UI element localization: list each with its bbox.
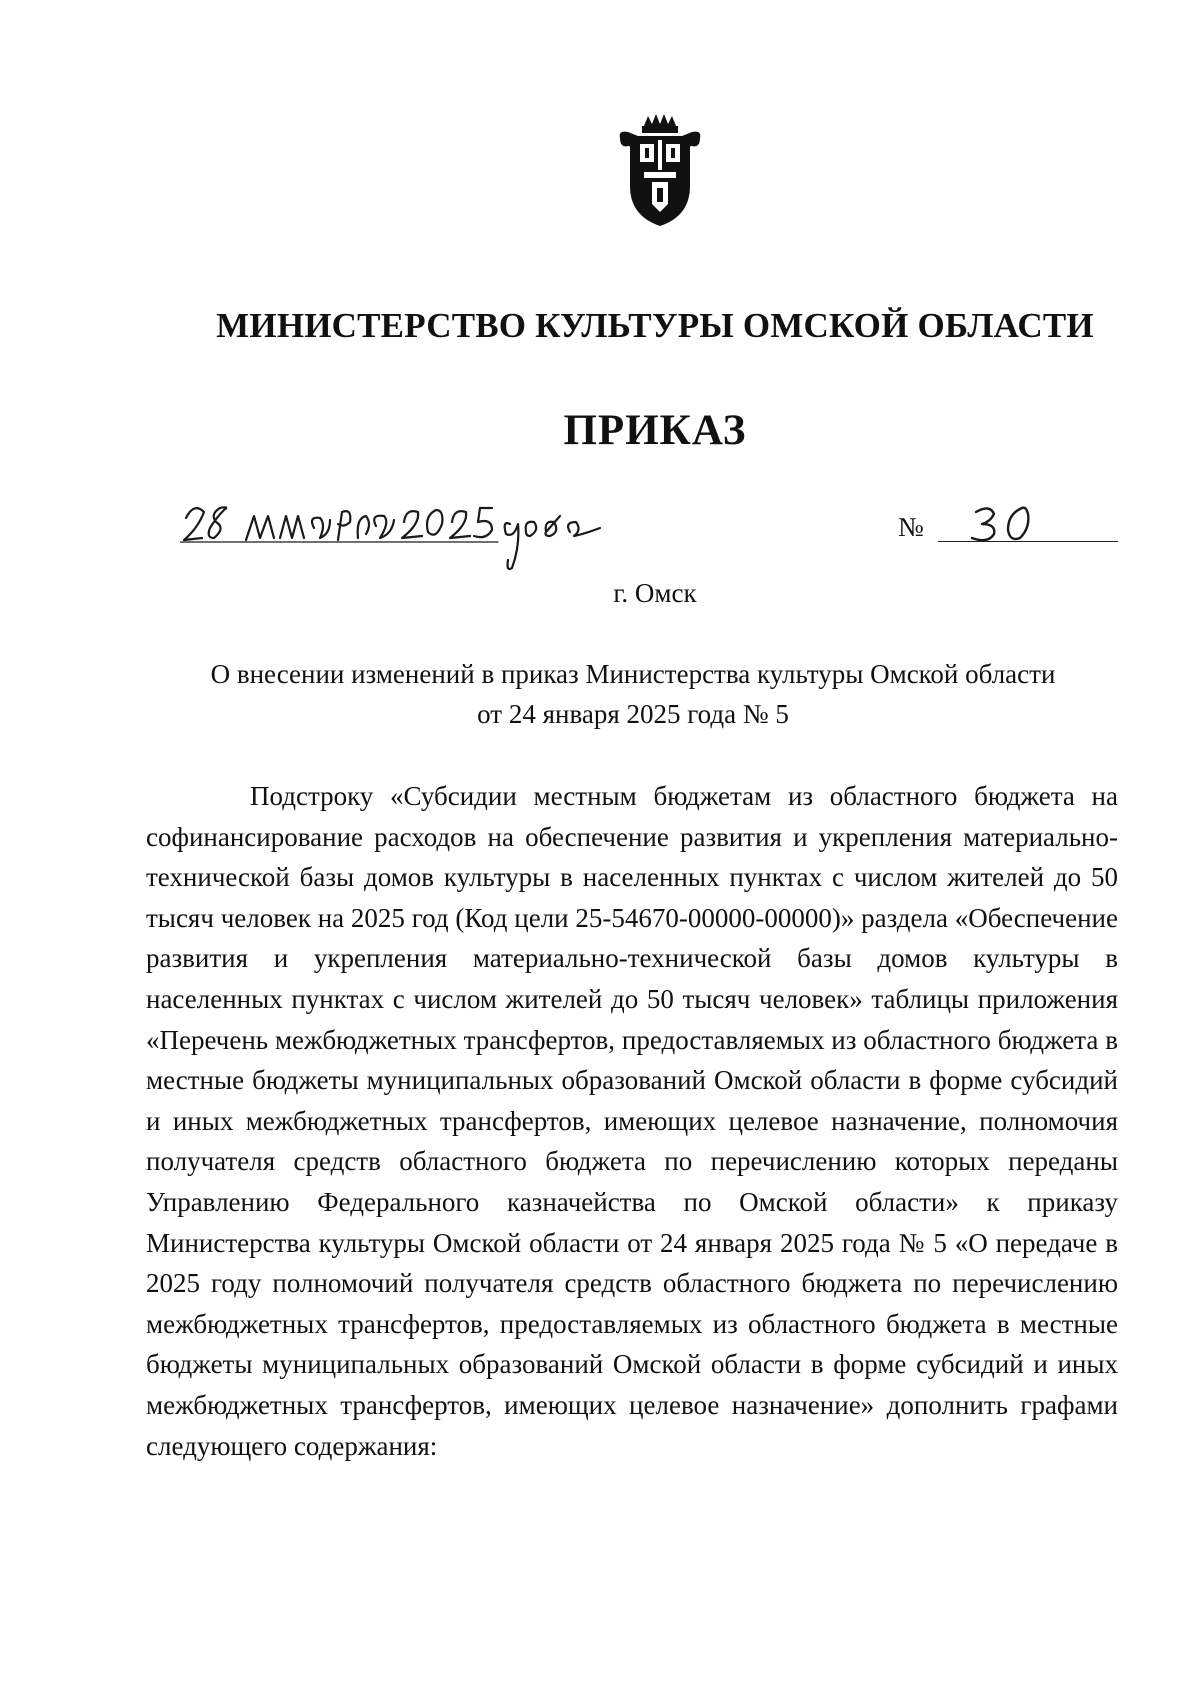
order-number-label: № [898, 512, 924, 542]
omsk-region-coat-of-arms-icon [614, 112, 706, 230]
ministry-title: МИНИСТЕРСТВО КУЛЬТУРЫ ОМСКОЙ ОБЛАСТИ [216, 306, 1094, 345]
order-subject-line-1: О внесении изменений в приказ Министерства культуры Омской области [210, 659, 1056, 689]
order-subject [146, 654, 1120, 734]
city-label: г. Омск [613, 578, 697, 608]
body-paragraph: Подстроку «Субсидии местным бюджетам из областного бюджета на софинансирование расходов на обеспечение развития и укрепления материально-технической базы домов культуры в населенных пунктах с числом жителей до 50 тысяч человек на 2025 год (Код цели 25-54670-00000-00000)» раздела «Обеспечение развития и укрепления материально-технической базы домов культуры в населенных пунктах с числом жителей до 50 тысяч человек» таблицы приложения «Перечень межбюджетных трансфертов, предоставляемых из областного бюджета в местные бюджеты муниципальных образований Омской области в форме субсидий и иных межбюджетных трансфертов, имеющих целевое назначение, полномочия получателя средств областного бюджета по перечислению которых переданы Управлению Федерального казначейства по Омской области» к приказу Министерства культуры Омской области от 24 января 2025 года № 5 «О передаче в 2025 году полномочий получателя средств областного бюджета по перечислению межбюджетных трансфертов, предоставляемых из областного бюджета в местные бюджеты муниципальных образований Омской области в форме субсидий и иных межбюджетных трансфертов, имеющих целевое назначение» дополнить графами следующего содержания: [146, 781, 1118, 1461]
handwritten-order-number [966, 502, 1056, 548]
handwritten-date-signature [180, 498, 630, 578]
document-type-title: ПРИКАЗ [563, 407, 747, 454]
order-subject-line-2: от 24 января 2025 года № 5 [477, 699, 789, 729]
